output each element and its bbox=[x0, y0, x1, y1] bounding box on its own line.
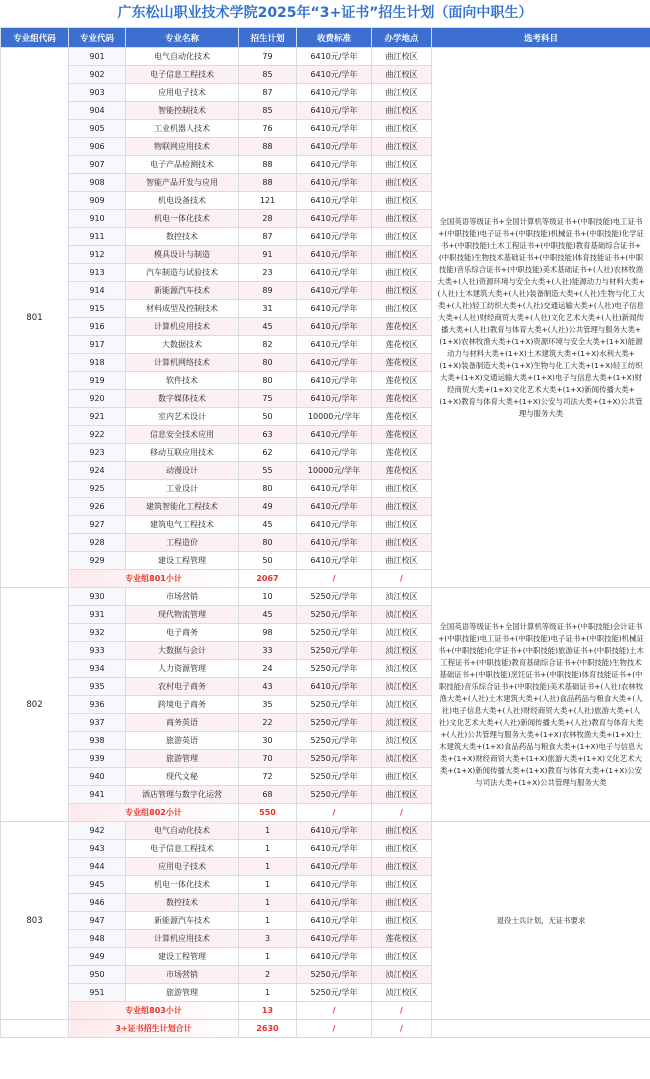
plan-cell: 85 bbox=[239, 102, 297, 120]
fee-cell: 6410元/学年 bbox=[297, 444, 372, 462]
major-name-cell: 电气自动化技术 bbox=[126, 48, 239, 66]
plan-cell: 88 bbox=[239, 138, 297, 156]
campus-cell: 曲江校区 bbox=[372, 894, 432, 912]
campus-cell: 曲江校区 bbox=[372, 480, 432, 498]
fee-cell: 6410元/学年 bbox=[297, 948, 372, 966]
major-code-cell: 941 bbox=[69, 786, 126, 804]
campus-cell: 曲江校区 bbox=[372, 768, 432, 786]
fee-cell: 5250元/学年 bbox=[297, 588, 372, 606]
plan-cell: 2 bbox=[239, 966, 297, 984]
major-code-cell: 908 bbox=[69, 174, 126, 192]
fee-cell: 6410元/学年 bbox=[297, 264, 372, 282]
campus-cell: 浈江校区 bbox=[372, 696, 432, 714]
campus-cell: 浈江校区 bbox=[372, 642, 432, 660]
campus-cell: 莲花校区 bbox=[372, 426, 432, 444]
plan-cell: 23 bbox=[239, 264, 297, 282]
table-row bbox=[1, 822, 650, 840]
subtotal-fee: / bbox=[297, 1002, 372, 1020]
subtotal-label: 专业组803小计 bbox=[69, 1002, 239, 1020]
plan-cell: 49 bbox=[239, 498, 297, 516]
fee-cell: 6410元/学年 bbox=[297, 894, 372, 912]
campus-cell: 莲花校区 bbox=[372, 354, 432, 372]
plan-cell: 1 bbox=[239, 894, 297, 912]
campus-cell: 曲江校区 bbox=[372, 174, 432, 192]
plan-cell: 22 bbox=[239, 714, 297, 732]
plan-cell: 45 bbox=[239, 606, 297, 624]
fee-cell: 6410元/学年 bbox=[297, 552, 372, 570]
major-code-cell: 948 bbox=[69, 930, 126, 948]
fee-cell: 6410元/学年 bbox=[297, 390, 372, 408]
fee-cell: 6410元/学年 bbox=[297, 354, 372, 372]
major-code-cell: 915 bbox=[69, 300, 126, 318]
major-name-cell: 大数据与会计 bbox=[126, 642, 239, 660]
plan-cell: 62 bbox=[239, 444, 297, 462]
campus-cell: 曲江校区 bbox=[372, 120, 432, 138]
major-name-cell: 电子产品检测技术 bbox=[126, 156, 239, 174]
fee-cell: 6410元/学年 bbox=[297, 156, 372, 174]
major-name-cell: 机电一体化技术 bbox=[126, 876, 239, 894]
major-name-cell: 电子商务 bbox=[126, 624, 239, 642]
header-group-code: 专业组代码 bbox=[1, 28, 69, 48]
major-code-cell: 918 bbox=[69, 354, 126, 372]
major-code-cell: 951 bbox=[69, 984, 126, 1002]
major-name-cell: 跨境电子商务 bbox=[126, 696, 239, 714]
fee-cell: 5250元/学年 bbox=[297, 768, 372, 786]
table-row bbox=[1, 48, 650, 66]
campus-cell: 曲江校区 bbox=[372, 858, 432, 876]
major-name-cell: 酒店管理与数字化运营 bbox=[126, 786, 239, 804]
campus-cell: 莲花校区 bbox=[372, 408, 432, 426]
major-name-cell: 计算机应用技术 bbox=[126, 318, 239, 336]
major-code-cell: 924 bbox=[69, 462, 126, 480]
fee-cell: 5250元/学年 bbox=[297, 786, 372, 804]
fee-cell: 5250元/学年 bbox=[297, 606, 372, 624]
major-code-cell: 942 bbox=[69, 822, 126, 840]
plan-cell: 1 bbox=[239, 822, 297, 840]
plan-cell: 1 bbox=[239, 912, 297, 930]
major-name-cell: 物联网应用技术 bbox=[126, 138, 239, 156]
major-code-cell: 920 bbox=[69, 390, 126, 408]
major-code-cell: 931 bbox=[69, 606, 126, 624]
plan-cell: 80 bbox=[239, 372, 297, 390]
major-code-cell: 903 bbox=[69, 84, 126, 102]
campus-cell: 曲江校区 bbox=[372, 948, 432, 966]
fee-cell: 6410元/学年 bbox=[297, 48, 372, 66]
major-name-cell: 旅游英语 bbox=[126, 732, 239, 750]
campus-cell: 曲江校区 bbox=[372, 300, 432, 318]
fee-cell: 6410元/学年 bbox=[297, 192, 372, 210]
major-name-cell: 应用电子技术 bbox=[126, 84, 239, 102]
major-code-cell: 940 bbox=[69, 768, 126, 786]
total-campus: / bbox=[372, 1020, 432, 1038]
page-title: 广东松山职业技术学院2025年“3+证书”招生计划（面向中职生） bbox=[117, 5, 533, 21]
plan-cell: 85 bbox=[239, 66, 297, 84]
campus-cell: 曲江校区 bbox=[372, 138, 432, 156]
campus-cell: 浈江校区 bbox=[372, 678, 432, 696]
major-code-cell: 946 bbox=[69, 894, 126, 912]
major-code-cell: 911 bbox=[69, 228, 126, 246]
campus-cell: 曲江校区 bbox=[372, 912, 432, 930]
plan-cell: 87 bbox=[239, 84, 297, 102]
major-code-cell: 909 bbox=[69, 192, 126, 210]
major-code-cell: 921 bbox=[69, 408, 126, 426]
major-name-cell: 新能源汽车技术 bbox=[126, 282, 239, 300]
campus-cell: 浈江校区 bbox=[372, 984, 432, 1002]
fee-cell: 5250元/学年 bbox=[297, 750, 372, 768]
subtotal-campus: / bbox=[372, 804, 432, 822]
major-name-cell: 移动互联应用技术 bbox=[126, 444, 239, 462]
major-code-cell: 904 bbox=[69, 102, 126, 120]
major-code-cell: 902 bbox=[69, 66, 126, 84]
campus-cell: 浈江校区 bbox=[372, 966, 432, 984]
plan-cell: 98 bbox=[239, 624, 297, 642]
plan-cell: 89 bbox=[239, 282, 297, 300]
major-name-cell: 室内艺术设计 bbox=[126, 408, 239, 426]
major-code-cell: 925 bbox=[69, 480, 126, 498]
total-plan: 2630 bbox=[239, 1020, 297, 1038]
subtotal-fee: / bbox=[297, 804, 372, 822]
major-name-cell: 现代物流管理 bbox=[126, 606, 239, 624]
major-code-cell: 916 bbox=[69, 318, 126, 336]
major-name-cell: 机电一体化技术 bbox=[126, 210, 239, 228]
subtotal-fee: / bbox=[297, 570, 372, 588]
total-row bbox=[1, 1020, 650, 1038]
subjects-cell: 全国英语等级证书+全国计算机等级证书+(中职技能)会计证书+(中职技能)电工证书+(中职技能)电子证书+(中职技能)机械证书+(中职技能)化学证书+(中职技能)旅游证书+(中职技能)土木工程证书+(中职技能)教育基础综合证书+(中职技能)生物技术基础证书+(中职技能)烹饪证书+(中职技能)体育技能证书+(中职技能)音乐综合证书+(中职技能)美术基础证书+(人社)农林牧渔大类+(人社)土木建筑大类+(人社)食品药品与粮食大类+(人社)电子信息大类+(人社)财经商贸大类+(人社)旅游大类+(人社)文化艺术大类+(人社)新闻传播大类+(人社)教育与体育大类+(人社)公共管理与服务大类+(1+X)农林牧渔大类+(1+X)土木建筑大类+(1+X)食品药品与粮食大类+(1+X)电子与信息大类+(1+X)财经商贸大类+(1+X)旅游大类+(1+X)文化艺术大类+(1+X)新闻传播大类+(1+X)教育与体育大类+(1+X)公安与司法大类+(1+X)公共管理与服务大类 bbox=[432, 588, 650, 822]
campus-cell: 曲江校区 bbox=[372, 48, 432, 66]
plan-cell: 50 bbox=[239, 408, 297, 426]
plan-cell: 35 bbox=[239, 696, 297, 714]
fee-cell: 10000元/学年 bbox=[297, 462, 372, 480]
campus-cell: 莲花校区 bbox=[372, 390, 432, 408]
table-header-row bbox=[1, 28, 650, 48]
major-code-cell: 919 bbox=[69, 372, 126, 390]
fee-cell: 6410元/学年 bbox=[297, 840, 372, 858]
campus-cell: 浈江校区 bbox=[372, 606, 432, 624]
plan-cell: 63 bbox=[239, 426, 297, 444]
header-campus: 办学地点 bbox=[372, 28, 432, 48]
campus-cell: 曲江校区 bbox=[372, 246, 432, 264]
major-code-cell: 930 bbox=[69, 588, 126, 606]
major-code-cell: 914 bbox=[69, 282, 126, 300]
major-name-cell: 建筑智能化工程技术 bbox=[126, 498, 239, 516]
total-subjects-blank bbox=[432, 1020, 650, 1038]
plan-cell: 30 bbox=[239, 732, 297, 750]
major-name-cell: 农村电子商务 bbox=[126, 678, 239, 696]
plan-cell: 80 bbox=[239, 354, 297, 372]
subtotal-label: 专业组802小计 bbox=[69, 804, 239, 822]
fee-cell: 6410元/学年 bbox=[297, 498, 372, 516]
major-name-cell: 工业机器人技术 bbox=[126, 120, 239, 138]
major-code-cell: 927 bbox=[69, 516, 126, 534]
major-name-cell: 市场营销 bbox=[126, 588, 239, 606]
major-code-cell: 933 bbox=[69, 642, 126, 660]
plan-cell: 91 bbox=[239, 246, 297, 264]
campus-cell: 曲江校区 bbox=[372, 264, 432, 282]
subtotal-plan: 13 bbox=[239, 1002, 297, 1020]
fee-cell: 5250元/学年 bbox=[297, 660, 372, 678]
major-code-cell: 907 bbox=[69, 156, 126, 174]
header-plan: 招生计划 bbox=[239, 28, 297, 48]
major-name-cell: 旅游管理 bbox=[126, 750, 239, 768]
fee-cell: 6410元/学年 bbox=[297, 174, 372, 192]
major-name-cell: 计算机网络技术 bbox=[126, 354, 239, 372]
campus-cell: 曲江校区 bbox=[372, 228, 432, 246]
major-code-cell: 937 bbox=[69, 714, 126, 732]
major-code-cell: 943 bbox=[69, 840, 126, 858]
major-name-cell: 工业设计 bbox=[126, 480, 239, 498]
fee-cell: 5250元/学年 bbox=[297, 966, 372, 984]
fee-cell: 6410元/学年 bbox=[297, 426, 372, 444]
plan-cell: 45 bbox=[239, 516, 297, 534]
campus-cell: 曲江校区 bbox=[372, 66, 432, 84]
major-name-cell: 建设工程管理 bbox=[126, 948, 239, 966]
campus-cell: 曲江校区 bbox=[372, 282, 432, 300]
campus-cell: 曲江校区 bbox=[372, 156, 432, 174]
fee-cell: 6410元/学年 bbox=[297, 120, 372, 138]
header-major-name: 专业名称 bbox=[126, 28, 239, 48]
major-name-cell: 数控技术 bbox=[126, 894, 239, 912]
major-name-cell: 建设工程管理 bbox=[126, 552, 239, 570]
total-label: 3+证书招生计划合计 bbox=[69, 1020, 239, 1038]
major-name-cell: 数控技术 bbox=[126, 228, 239, 246]
subtotal-plan: 550 bbox=[239, 804, 297, 822]
major-name-cell: 电子信息工程技术 bbox=[126, 66, 239, 84]
major-name-cell: 建筑电气工程技术 bbox=[126, 516, 239, 534]
plan-cell: 121 bbox=[239, 192, 297, 210]
fee-cell: 6410元/学年 bbox=[297, 66, 372, 84]
fee-cell: 6410元/学年 bbox=[297, 678, 372, 696]
plan-cell: 45 bbox=[239, 318, 297, 336]
major-code-cell: 947 bbox=[69, 912, 126, 930]
header-subjects: 选考科目 bbox=[432, 28, 650, 48]
major-name-cell: 信息安全技术应用 bbox=[126, 426, 239, 444]
campus-cell: 曲江校区 bbox=[372, 102, 432, 120]
major-code-cell: 912 bbox=[69, 246, 126, 264]
major-code-cell: 901 bbox=[69, 48, 126, 66]
fee-cell: 6410元/学年 bbox=[297, 336, 372, 354]
fee-cell: 6410元/学年 bbox=[297, 282, 372, 300]
plan-cell: 43 bbox=[239, 678, 297, 696]
plan-cell: 79 bbox=[239, 48, 297, 66]
campus-cell: 曲江校区 bbox=[372, 822, 432, 840]
fee-cell: 6410元/学年 bbox=[297, 912, 372, 930]
fee-cell: 5250元/学年 bbox=[297, 624, 372, 642]
plan-cell: 80 bbox=[239, 480, 297, 498]
major-name-cell: 数字媒体技术 bbox=[126, 390, 239, 408]
campus-cell: 浈江校区 bbox=[372, 624, 432, 642]
group-code-cell: 803 bbox=[1, 822, 69, 1020]
campus-cell: 曲江校区 bbox=[372, 534, 432, 552]
campus-cell: 曲江校区 bbox=[372, 876, 432, 894]
campus-cell: 曲江校区 bbox=[372, 498, 432, 516]
fee-cell: 6410元/学年 bbox=[297, 228, 372, 246]
major-name-cell: 旅游管理 bbox=[126, 984, 239, 1002]
campus-cell: 莲花校区 bbox=[372, 462, 432, 480]
campus-cell: 莲花校区 bbox=[372, 318, 432, 336]
plan-cell: 33 bbox=[239, 642, 297, 660]
major-name-cell: 大数据技术 bbox=[126, 336, 239, 354]
campus-cell: 莲花校区 bbox=[372, 444, 432, 462]
fee-cell: 10000元/学年 bbox=[297, 408, 372, 426]
major-name-cell: 汽车制造与试验技术 bbox=[126, 264, 239, 282]
plan-cell: 1 bbox=[239, 840, 297, 858]
plan-cell: 68 bbox=[239, 786, 297, 804]
major-name-cell: 工程造价 bbox=[126, 534, 239, 552]
major-name-cell: 新能源汽车技术 bbox=[126, 912, 239, 930]
subtotal-campus: / bbox=[372, 570, 432, 588]
plan-cell: 82 bbox=[239, 336, 297, 354]
major-code-cell: 935 bbox=[69, 678, 126, 696]
major-code-cell: 945 bbox=[69, 876, 126, 894]
enrollment-table bbox=[0, 27, 650, 1038]
major-code-cell: 932 bbox=[69, 624, 126, 642]
fee-cell: 6410元/学年 bbox=[297, 480, 372, 498]
group-code-cell: 802 bbox=[1, 588, 69, 822]
major-name-cell: 材料成型及控制技术 bbox=[126, 300, 239, 318]
plan-cell: 28 bbox=[239, 210, 297, 228]
plan-cell: 1 bbox=[239, 948, 297, 966]
fee-cell: 6410元/学年 bbox=[297, 210, 372, 228]
major-code-cell: 926 bbox=[69, 498, 126, 516]
campus-cell: 浈江校区 bbox=[372, 714, 432, 732]
plan-cell: 50 bbox=[239, 552, 297, 570]
plan-cell: 87 bbox=[239, 228, 297, 246]
major-code-cell: 936 bbox=[69, 696, 126, 714]
campus-cell: 曲江校区 bbox=[372, 552, 432, 570]
fee-cell: 6410元/学年 bbox=[297, 246, 372, 264]
fee-cell: 6410元/学年 bbox=[297, 534, 372, 552]
header-fee: 收费标准 bbox=[297, 28, 372, 48]
fee-cell: 5250元/学年 bbox=[297, 714, 372, 732]
plan-cell: 88 bbox=[239, 156, 297, 174]
fee-cell: 6410元/学年 bbox=[297, 930, 372, 948]
major-name-cell: 计算机应用技术 bbox=[126, 930, 239, 948]
subjects-cell: 退役士兵计划，无证书要求 bbox=[432, 822, 650, 1020]
plan-cell: 88 bbox=[239, 174, 297, 192]
table-row bbox=[1, 588, 650, 606]
major-code-cell: 905 bbox=[69, 120, 126, 138]
fee-cell: 6410元/学年 bbox=[297, 84, 372, 102]
campus-cell: 曲江校区 bbox=[372, 786, 432, 804]
plan-cell: 3 bbox=[239, 930, 297, 948]
fee-cell: 6410元/学年 bbox=[297, 318, 372, 336]
campus-cell: 曲江校区 bbox=[372, 84, 432, 102]
total-blank bbox=[1, 1020, 69, 1038]
subjects-cell: 全国英语等级证书+全国计算机等级证书+(中职技能)电工证书+(中职技能)电子证书+(中职技能)机械证书+(中职技能)化学证书+(中职技能)土木工程证书+(中职技能)教育基础综合证书+(中职技能)生物技术基础证书+(中职技能)体育技能证书+(中职技能)音乐综合证书+(中职技能)美术基础证书+(人社)农林牧渔大类+(人社)资源环境与安全大类+(人社)能源动力与材料大类+(人社)土木建筑大类+(人社)装备制造大类+(人社)生物与化工大类+(人社)轻工纺织大类+(人社)交通运输大类+(人社)电子信息大类+(人社)财经商贸大类+(人社)文化艺术大类+(人社)新闻传播大类+(人社)教育与体育大类+(人社)公共管理与服务大类+(1+X)农林牧渔大类+(1+X)资源环境与安全大类+(1+X)能源动力与材料大类+(1+X)土木建筑大类+(1+X)水利大类+(1+X)装备制造大类+(1+X)生物与化工大类+(1+X)轻工纺织大类+(1+X)交通运输大类+(1+X)电子与信息大类+(1+X)财经商贸大类+(1+X)文化艺术大类+(1+X)新闻传播大类+(1+X)教育与体育大类+(1+X)公安与司法大类+(1+X)公共管理与服务大类 bbox=[432, 48, 650, 588]
campus-cell: 莲花校区 bbox=[372, 336, 432, 354]
fee-cell: 6410元/学年 bbox=[297, 858, 372, 876]
major-code-cell: 938 bbox=[69, 732, 126, 750]
campus-cell: 莲花校区 bbox=[372, 372, 432, 390]
plan-cell: 55 bbox=[239, 462, 297, 480]
major-name-cell: 人力资源管理 bbox=[126, 660, 239, 678]
major-name-cell: 电子信息工程技术 bbox=[126, 840, 239, 858]
major-name-cell: 智能产品开发与应用 bbox=[126, 174, 239, 192]
plan-cell: 1 bbox=[239, 984, 297, 1002]
total-fee: / bbox=[297, 1020, 372, 1038]
major-name-cell: 模具设计与制造 bbox=[126, 246, 239, 264]
major-code-cell: 922 bbox=[69, 426, 126, 444]
major-code-cell: 939 bbox=[69, 750, 126, 768]
plan-cell: 1 bbox=[239, 876, 297, 894]
campus-cell: 曲江校区 bbox=[372, 210, 432, 228]
campus-cell: 曲江校区 bbox=[372, 192, 432, 210]
plan-cell: 31 bbox=[239, 300, 297, 318]
fee-cell: 5250元/学年 bbox=[297, 732, 372, 750]
fee-cell: 6410元/学年 bbox=[297, 516, 372, 534]
major-name-cell: 软件技术 bbox=[126, 372, 239, 390]
plan-cell: 76 bbox=[239, 120, 297, 138]
major-name-cell: 市场营销 bbox=[126, 966, 239, 984]
major-name-cell: 智能控制技术 bbox=[126, 102, 239, 120]
major-code-cell: 929 bbox=[69, 552, 126, 570]
major-name-cell: 动漫设计 bbox=[126, 462, 239, 480]
major-name-cell: 电气自动化技术 bbox=[126, 822, 239, 840]
fee-cell: 6410元/学年 bbox=[297, 822, 372, 840]
campus-cell: 莲花校区 bbox=[372, 930, 432, 948]
campus-cell: 浈江校区 bbox=[372, 750, 432, 768]
fee-cell: 5250元/学年 bbox=[297, 984, 372, 1002]
plan-cell: 10 bbox=[239, 588, 297, 606]
subtotal-campus: / bbox=[372, 1002, 432, 1020]
fee-cell: 6410元/学年 bbox=[297, 300, 372, 318]
major-code-cell: 949 bbox=[69, 948, 126, 966]
major-code-cell: 913 bbox=[69, 264, 126, 282]
header-major-code: 专业代码 bbox=[69, 28, 126, 48]
major-code-cell: 944 bbox=[69, 858, 126, 876]
major-code-cell: 950 bbox=[69, 966, 126, 984]
major-name-cell: 商务英语 bbox=[126, 714, 239, 732]
major-code-cell: 917 bbox=[69, 336, 126, 354]
subtotal-label: 专业组801小计 bbox=[69, 570, 239, 588]
group-code-cell: 801 bbox=[1, 48, 69, 588]
campus-cell: 浈江校区 bbox=[372, 660, 432, 678]
fee-cell: 6410元/学年 bbox=[297, 138, 372, 156]
campus-cell: 曲江校区 bbox=[372, 840, 432, 858]
plan-cell: 75 bbox=[239, 390, 297, 408]
plan-cell: 24 bbox=[239, 660, 297, 678]
plan-cell: 1 bbox=[239, 858, 297, 876]
campus-cell: 浈江校区 bbox=[372, 588, 432, 606]
major-code-cell: 928 bbox=[69, 534, 126, 552]
fee-cell: 5250元/学年 bbox=[297, 696, 372, 714]
major-code-cell: 934 bbox=[69, 660, 126, 678]
major-code-cell: 910 bbox=[69, 210, 126, 228]
fee-cell: 6410元/学年 bbox=[297, 876, 372, 894]
subtotal-plan: 2067 bbox=[239, 570, 297, 588]
major-name-cell: 应用电子技术 bbox=[126, 858, 239, 876]
major-name-cell: 机电设备技术 bbox=[126, 192, 239, 210]
major-code-cell: 923 bbox=[69, 444, 126, 462]
major-name-cell: 现代文秘 bbox=[126, 768, 239, 786]
campus-cell: 曲江校区 bbox=[372, 516, 432, 534]
fee-cell: 5250元/学年 bbox=[297, 642, 372, 660]
major-code-cell: 906 bbox=[69, 138, 126, 156]
campus-cell: 浈江校区 bbox=[372, 732, 432, 750]
plan-cell: 70 bbox=[239, 750, 297, 768]
fee-cell: 6410元/学年 bbox=[297, 372, 372, 390]
plan-cell: 80 bbox=[239, 534, 297, 552]
fee-cell: 6410元/学年 bbox=[297, 102, 372, 120]
plan-cell: 72 bbox=[239, 768, 297, 786]
